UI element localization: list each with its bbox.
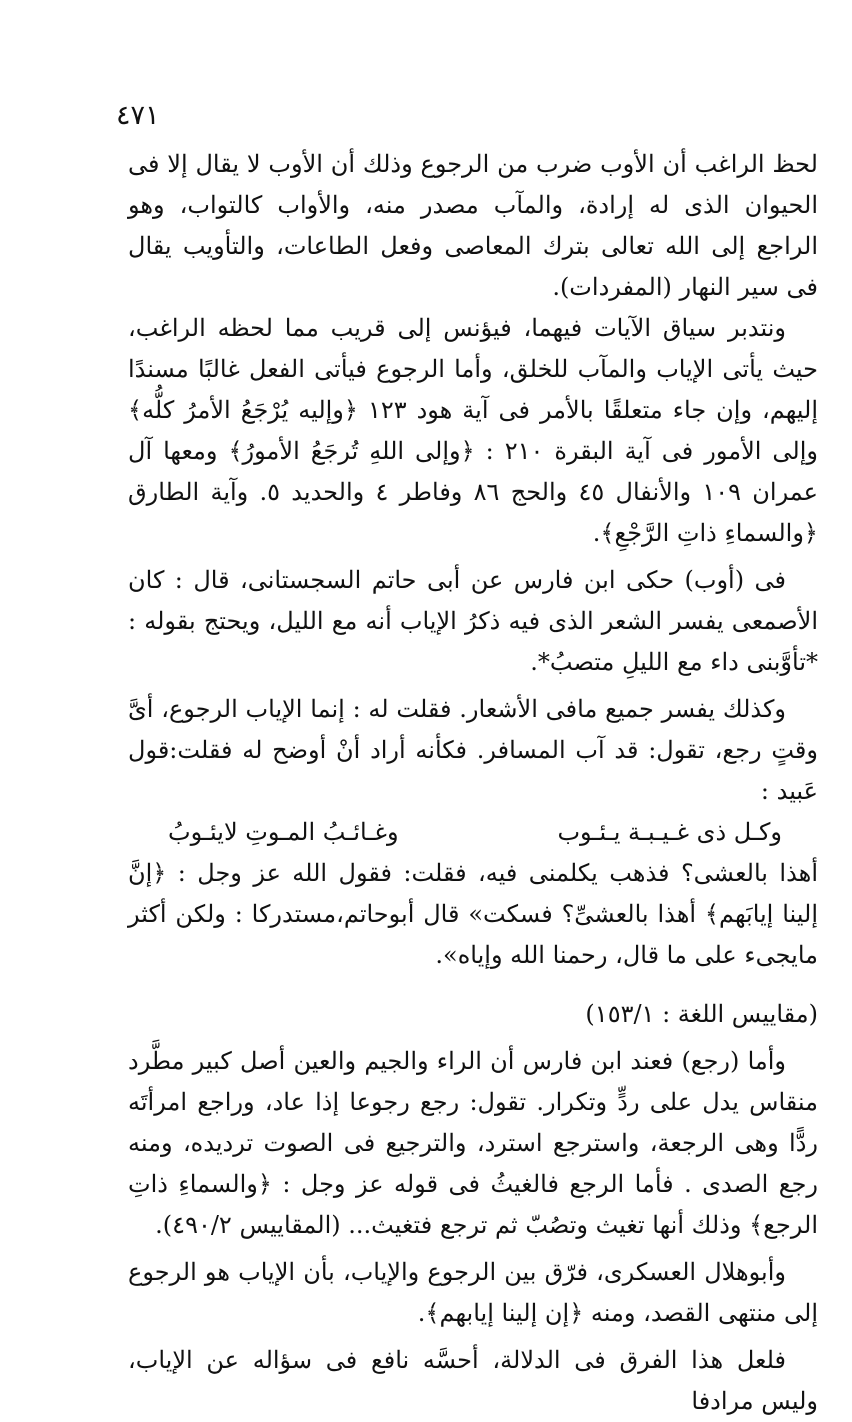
text-body xyxy=(128,144,818,1422)
citation-maqayis: (مقاييس اللغة : ١٥٣/١) xyxy=(585,1000,818,1028)
paragraph-ashiyy: أهذا بالعشى؟ فذهب يكلمنى فيه، فقلت: فقول الله عز وجل : ﴿إنَّ إلينا إيابَهم﴾ أهذا بالعشىِّ؟ فسكت» قال أبوحاتم،مستدركا : ولكن أكثر مايجىء على ما قال، رحمنا الله وإياه». xyxy=(128,859,818,969)
page-number: ٤٧١ xyxy=(116,100,160,131)
verse-hemistich-right: وكـل ذى غـيـبـة يـئـوب xyxy=(557,818,782,846)
paragraph-ibn-faris-awb: فى (أوب) حكى ابن فارس عن أبى حاتم السجستانى، قال : كان الأصمعى يفسر الشعر الذى فيه ذكرُ الإياب أنه مع الليل، ويحتج بقوله : *تأوَّبنى داء مع الليلِ متصبُ*. xyxy=(128,566,818,676)
poem-verse xyxy=(128,812,818,853)
paragraph-raghib: لحظ الراغب أن الأوب ضرب من الرجوع وذلك أن الأوب لا يقال إلا فى الحيوان الذى له إرادة، والمآب مصدر منه، والأواب كالتواب، وهو الراجع إلى الله تعالى بترك المعاصى وفعل الطاعات، والتأويب يقال فى سير النهار (المفردات). xyxy=(128,150,818,301)
paragraph-interpretation: وكذلك يفسر جميع مافى الأشعار. فقلت له : إنما الإياب الرجوع، أىَّ وقتٍ رجع، تقول: قد آب المسافر. فكأنه أراد أنْ أوضح له فقلت:قول عَبيد : xyxy=(128,695,818,805)
paragraph-rajaa: وأما (رجع) فعند ابن فارس أن الراء والجيم والعين أصل كبير مطَّرد منقاس يدل على ردٍّ وتكرار. تقول: رجع رجوعا إذا عاد، وراجع امرأتَه ردًّا وهى الرجعة، واسترجع استرد، والترجيع فى الصوت ترديده، ومنه رجع الصدى . فأما الرجع فالغيثُ فى قوله عز وجل : ﴿والسماءِ ذاتِ الرجع﴾ وذلك أنها تغيث وتصُبّ ثم ترجع فتغيث... (المقاييس ٤٩٠/٢). xyxy=(128,1047,818,1239)
paragraph-nafi: فلعل هذا الفرق فى الدلالة، أحسَّه نافع فى سؤاله عن الإياب، وليس مرادفا xyxy=(128,1346,818,1415)
paragraph-verses-context: ونتدبر سياق الآيات فيهما، فيؤنس إلى قريب مما لحظه الراغب، حيث يأتى الإياب والمآب للخلق، وأما الرجوع فيأتى الفعل غالبًا مسندًا إليهم، وإن جاء متعلقًا بالأمر فى آية هود ١٢٣ ﴿وإليه يُرْجَعُ الأمرُ كلُّه﴾ وإلى الأمور فى آية البقرة ٢١٠ : ﴿وإلى اللهِ تُرجَعُ الأمورُ﴾ ومعها آل عمران ١٠٩ والأنفال ٤٥ والحج ٨٦ وفاطر ٤ والحديد ٥. وآية الطارق ﴿والسماءِ ذاتِ الرَّجْعِ﴾. xyxy=(128,314,819,547)
paragraph-askari: وأبوهلال العسكرى، فرّق بين الرجوع والإياب، بأن الإياب هو الرجوع إلى منتهى القصد، ومنه ﴿إن إلينا إيابهم﴾. xyxy=(128,1258,818,1327)
verse-hemistich-left: وغـائـبُ المـوتِ لايئـوبُ xyxy=(168,818,399,846)
